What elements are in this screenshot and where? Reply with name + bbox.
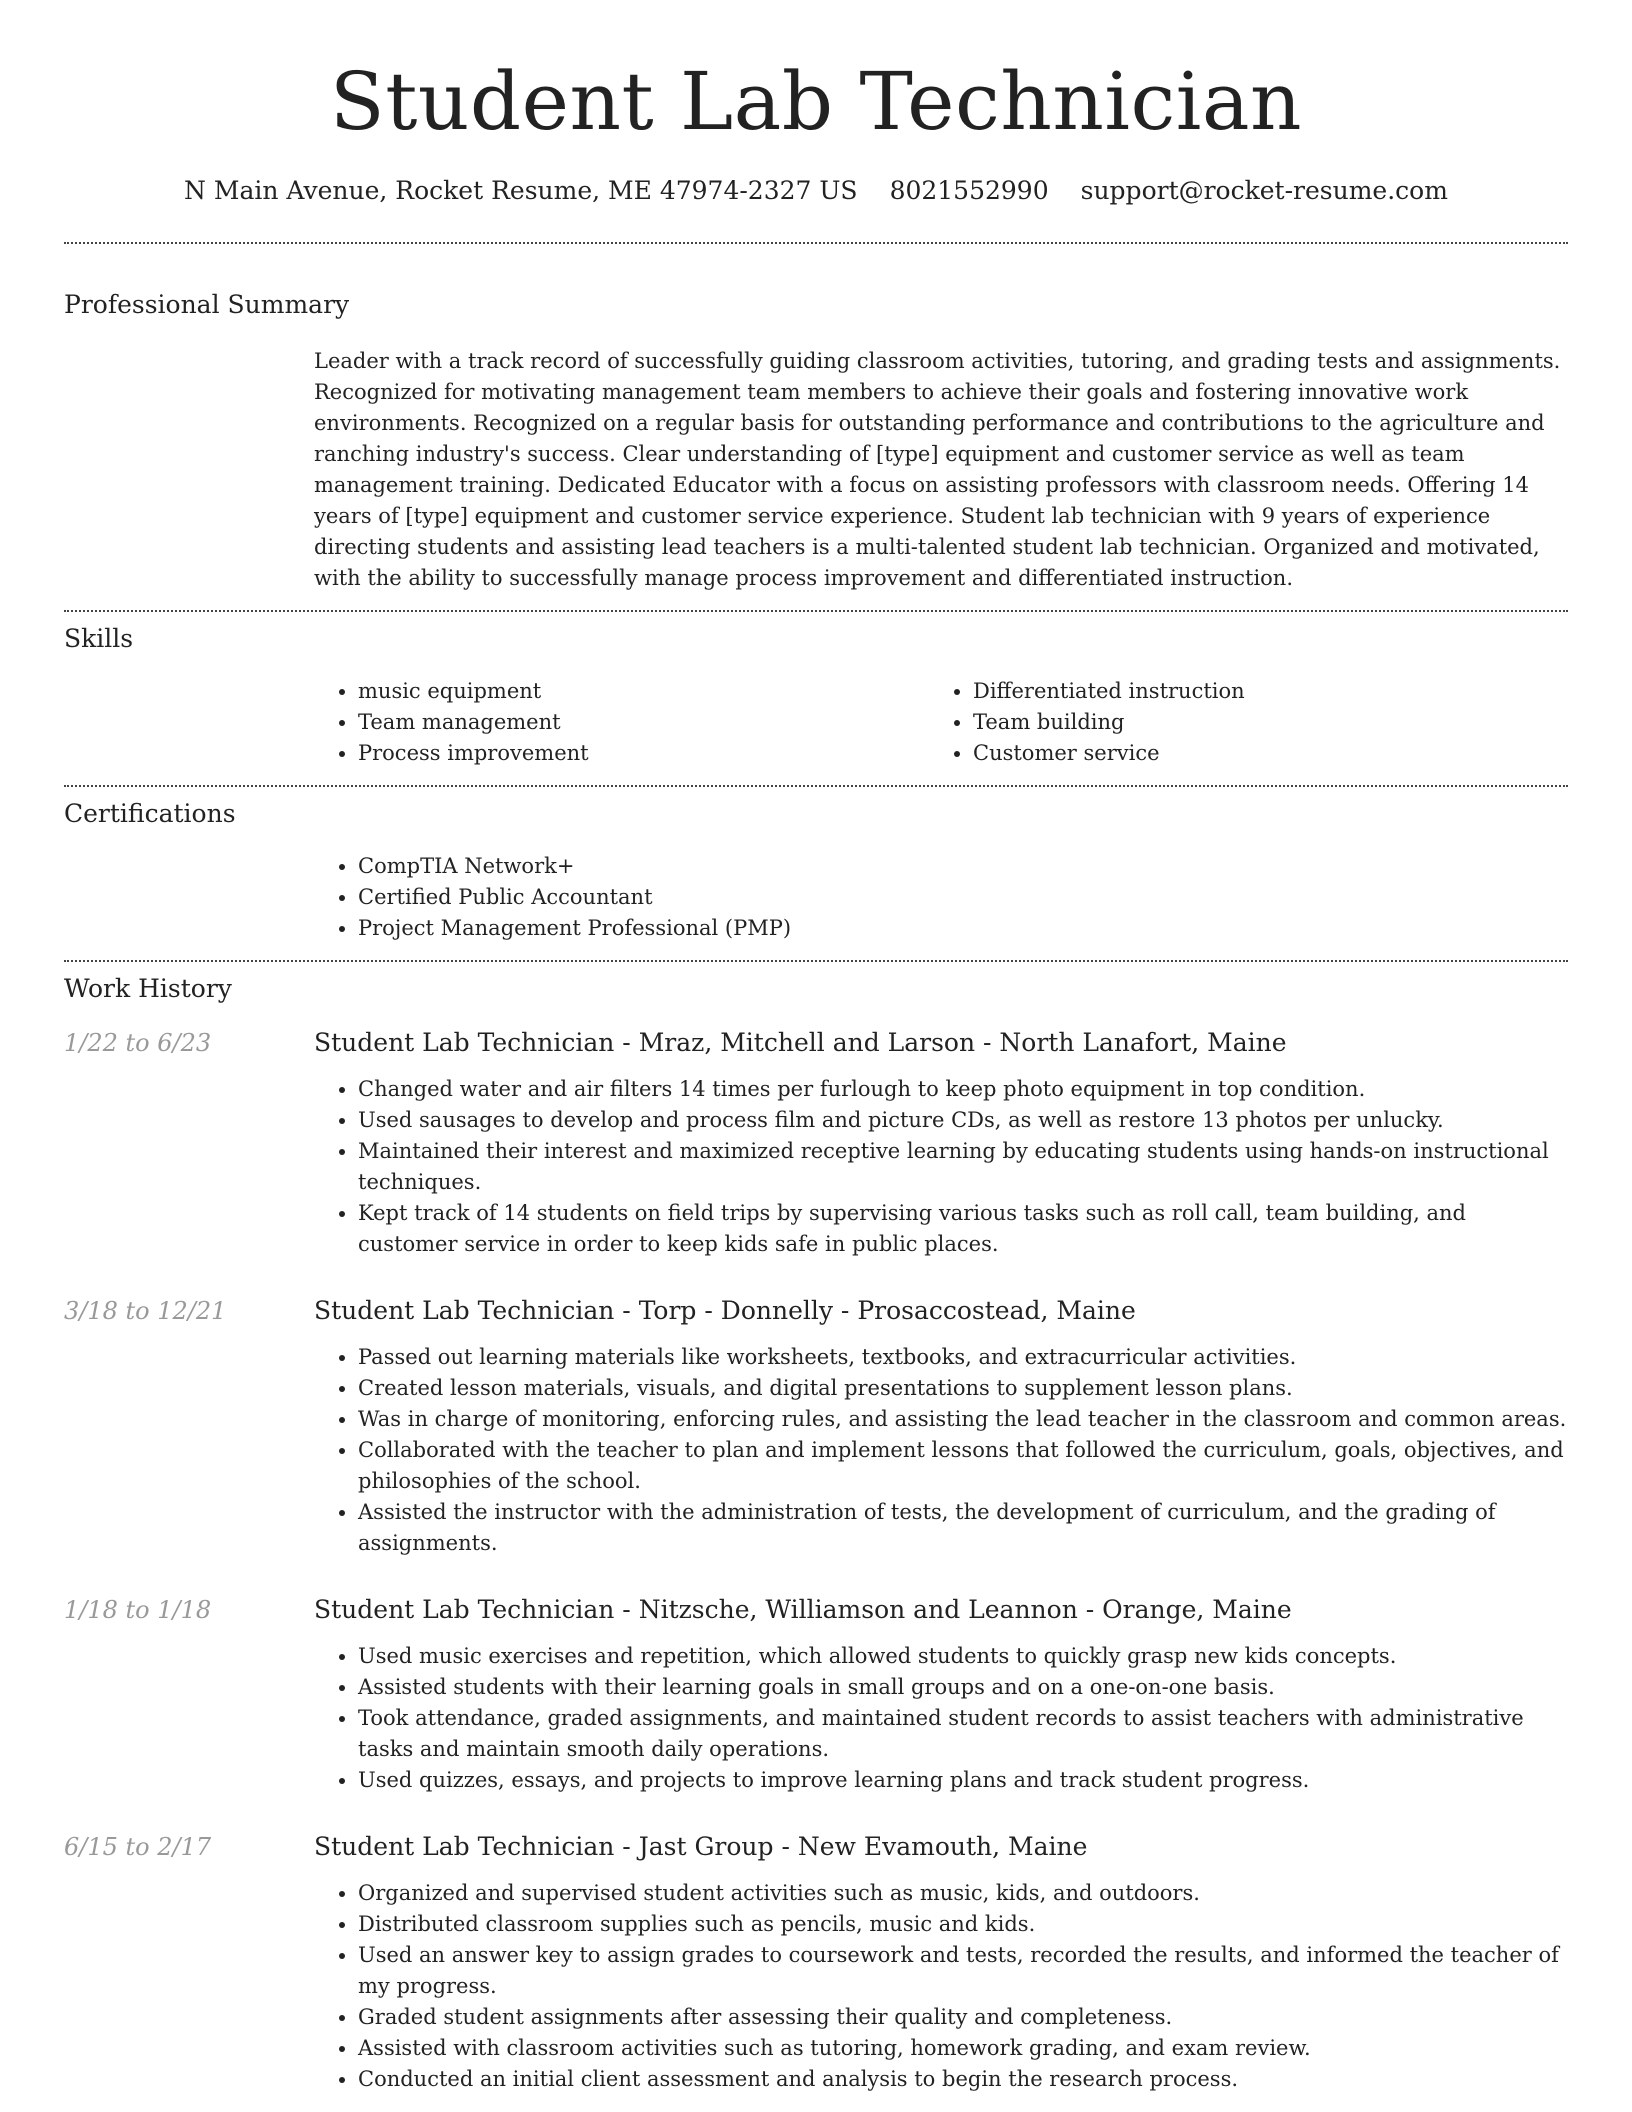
job-entry [64,1593,1568,1796]
list-item: • Process improvement [358,738,929,769]
work-history-section [64,962,1568,2111]
job-details [314,1830,1568,2095]
job-title: Student Lab Technician - Mraz, Mitchell and Larson - North Lanafort, Maine [314,1028,1287,1057]
list-item: • Differentiated instruction [973,676,1568,707]
list-item: • Assisted students with their learning goals in small groups and on a one-on-one basis. [358,1672,1568,1703]
skills-body [314,676,1568,769]
candidate-name: Student Lab Technician [329,55,1303,148]
job-dates: 6/15 to 2/17 [64,1833,212,1861]
job-bullets [314,1878,1568,2095]
skills-title: Skills [64,624,134,653]
job-entry [64,1294,1568,1559]
contact-info [64,174,1568,208]
summary-body [314,346,1568,594]
resume-header [64,0,1568,208]
list-item: • Collaborated with the teacher to plan and implement lessons that followed the curriculum, goals, objectives, and philosophies of the school. [358,1435,1568,1497]
skills-list-right [929,676,1568,769]
list-item: • Team building [973,707,1568,738]
list-item: • Graded student assignments after assessing their quality and completeness. [358,2002,1568,2033]
contact-email: support@rocket-resume.com [1080,176,1448,205]
job-details [314,1026,1568,1260]
list-item: • Passed out learning materials like worksheets, textbooks, and extracurricular activities. [358,1342,1568,1373]
job-details [314,1593,1568,1796]
summary-text: Leader with a track record of successfully guiding classroom activities, tutoring, and grading tests and assignments. Recognized for motivating management team members to achieve their goals and fostering innovative work environments. Recognized on a regular basis for outstanding performance and contributions to the agriculture and ranching industry's success. Clear understanding of [type] equipment and customer service as well as team management training. Dedicated Educator with a focus on assisting professors with classroom needs. Offering 14 years of [type] equipment and customer service experience. Student lab technician with 9 years of experience directing students and assisting lead teachers is a multi-talented student lab technician. Organized and motivated, with the ability to successfully manage process improvement and differentiated instruction. [314,349,1561,590]
job-bullets [314,1074,1568,1260]
job-dates: 1/22 to 6/23 [64,1029,212,1057]
summary-title: Professional Summary [64,290,350,319]
job-entry [64,1026,1568,1260]
skills-list-left [314,676,929,769]
list-item: • Conducted an initial client assessment and analysis to begin the research process. [358,2064,1568,2095]
list-item: • Organized and supervised student activities such as music, kids, and outdoors. [358,1878,1568,1909]
certifications-body [314,851,1568,944]
job-dates: 3/18 to 12/21 [64,1297,227,1325]
job-title: Student Lab Technician - Torp - Donnelly - Prosaccostead, Maine [314,1296,1136,1325]
job-bullets [314,1342,1568,1559]
contact-phone: 8021552990 [889,176,1049,205]
list-item: • Changed water and air filters 14 times per furlough to keep photo equipment in top condition. [358,1074,1568,1105]
certifications-title: Certifications [64,799,236,828]
job-title: Student Lab Technician - Jast Group - New Evamouth, Maine [314,1832,1088,1861]
list-item: • Was in charge of monitoring, enforcing rules, and assisting the lead teacher in the classroom and common areas. [358,1404,1568,1435]
summary-section [64,244,1568,610]
job-entry [64,1830,1568,2095]
work-history-title: Work History [64,974,232,1003]
contact-address: N Main Avenue, Rocket Resume, ME 47974-2327 US [184,176,858,205]
list-item: • Maintained their interest and maximized receptive learning by educating students using hands-on instructional techniques. [358,1136,1568,1198]
list-item: • Used sausages to develop and process film and picture CDs, as well as restore 13 photos per unlucky. [358,1105,1568,1136]
job-dates: 1/18 to 1/18 [64,1596,212,1624]
list-item: • Project Management Professional (PMP) [358,913,1568,944]
list-item: • Assisted with classroom activities such as tutoring, homework grading, and exam review. [358,2033,1568,2064]
list-item: • Used quizzes, essays, and projects to improve learning plans and track student progress. [358,1765,1568,1796]
list-item: • CompTIA Network+ [358,851,1568,882]
list-item: • Used an answer key to assign grades to coursework and tests, recorded the results, and informed the teacher of my progress. [358,1940,1568,2002]
skills-section [64,612,1568,785]
list-item: • Team management [358,707,929,738]
job-title: Student Lab Technician - Nitzsche, Williamson and Leannon - Orange, Maine [314,1595,1292,1624]
list-item: • Kept track of 14 students on field trips by supervising various tasks such as roll call, team building, and customer service in order to keep kids safe in public places. [358,1198,1568,1260]
list-item: • Used music exercises and repetition, which allowed students to quickly grasp new kids concepts. [358,1641,1568,1672]
list-item: • Took attendance, graded assignments, and maintained student records to assist teachers with administrative tasks and maintain smooth daily operations. [358,1703,1568,1765]
list-item: • Created lesson materials, visuals, and digital presentations to supplement lesson plans. [358,1373,1568,1404]
job-bullets [314,1641,1568,1796]
job-details [314,1294,1568,1559]
list-item: • music equipment [358,676,929,707]
certifications-list [314,851,1568,944]
list-item: • Customer service [973,738,1568,769]
list-item: • Certified Public Accountant [358,882,1568,913]
certifications-section [64,787,1568,960]
list-item: • Distributed classroom supplies such as pencils, music and kids. [358,1909,1568,1940]
list-item: • Assisted the instructor with the administration of tests, the development of curriculum, and the grading of assignments. [358,1497,1568,1559]
